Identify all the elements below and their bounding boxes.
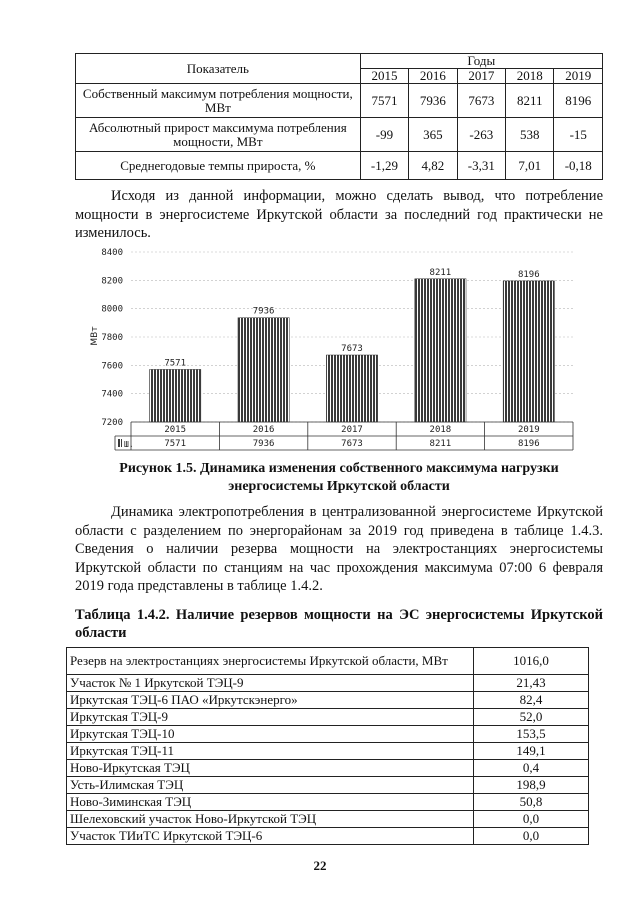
year-cell: 2015 — [360, 69, 408, 84]
total-reserve-label: Резерв на электростанциях энергосистемы Иркутской области, МВт — [67, 648, 474, 675]
row-label: Абсолютный прирост максимума потребления мощности, МВт — [76, 118, 361, 152]
row-label: Собственный максимум потребления мощности, МВт — [76, 84, 361, 118]
row-value: 7936 — [409, 84, 457, 118]
station-name: Иркутская ТЭЦ-10 — [67, 726, 474, 743]
table-row — [67, 692, 589, 709]
table-row — [67, 777, 589, 794]
x-tick-label: 2019 — [517, 425, 540, 435]
station-name: Участок ТИиТС Иркутской ТЭЦ-6 — [67, 828, 474, 845]
row-value: -99 — [360, 118, 408, 152]
data-label: 7571 — [164, 358, 187, 369]
row-value: -0,18 — [554, 152, 603, 180]
table-row — [67, 828, 589, 845]
y-axis-label: МВт — [90, 326, 100, 346]
year-cell: 2018 — [506, 69, 554, 84]
row-value: 8196 — [554, 84, 603, 118]
indicators-table — [75, 53, 603, 180]
station-reserve: 0,4 — [474, 760, 589, 777]
indicator-header: Показатель — [76, 54, 361, 84]
y-tick-label: 8400 — [101, 248, 123, 258]
row-value: -15 — [554, 118, 603, 152]
legend-label: Ш. — [124, 440, 134, 449]
reserves-table — [66, 647, 589, 845]
table-row — [67, 811, 589, 828]
row-value: -1,29 — [360, 152, 408, 180]
year-cell: 2019 — [554, 69, 603, 84]
table-row — [76, 84, 603, 118]
conclusion-paragraph: Исходя из данной информации, можно сделать вывод, что потребление мощности в энергосистеме Иркутской области за последний год практически не изменилось. — [75, 188, 603, 242]
station-reserve: 21,43 — [474, 675, 589, 692]
station-reserve: 82,4 — [474, 692, 589, 709]
x-tick-label: 2015 — [164, 425, 187, 435]
x-tick-label: 2017 — [341, 425, 363, 435]
year-cell: 2017 — [457, 69, 505, 84]
chart-bar — [238, 318, 289, 422]
x-tick-label: 2016 — [252, 425, 275, 435]
years-header: Годы — [360, 54, 602, 69]
row-value: 8211 — [506, 84, 554, 118]
data-label: 8211 — [429, 267, 452, 278]
station-name: Усть-Илимская ТЭЦ — [67, 777, 474, 794]
table-row — [67, 794, 589, 811]
y-tick-label: 8200 — [101, 276, 123, 287]
y-tick-label: 7200 — [101, 418, 123, 428]
table2-title: Таблица 1.4.2. Наличие резервов мощности на ЭС энергосистемы Иркутской области — [75, 607, 603, 641]
data-label: 8196 — [517, 269, 540, 280]
table-row — [67, 709, 589, 726]
row-value: 4,82 — [409, 152, 457, 180]
table-value: 7936 — [252, 439, 275, 449]
data-label: 7936 — [252, 306, 275, 317]
table-value: 8196 — [517, 439, 540, 449]
y-tick-label: 7800 — [101, 333, 123, 343]
data-label: 7673 — [341, 343, 363, 354]
figure-caption: Рисунок 1.5. Динамика изменения собственного максимума нагрузки энергосистемы Иркутской области — [119, 461, 559, 494]
table-row — [67, 760, 589, 777]
row-label: Среднегодовые темпы прироста, % — [76, 152, 361, 180]
chart-bar — [503, 281, 554, 422]
y-tick-label: 7600 — [101, 361, 123, 372]
row-value: -263 — [457, 118, 505, 152]
total-reserve-value: 1016,0 — [474, 648, 589, 675]
chart-bar — [326, 355, 377, 422]
station-reserve: 198,9 — [474, 777, 589, 794]
station-reserve: 52,0 — [474, 709, 589, 726]
table-row — [76, 152, 603, 180]
station-reserve: 149,1 — [474, 743, 589, 760]
load-max-chart — [85, 240, 585, 456]
table-row — [76, 118, 603, 152]
station-name: Ново-Иркутская ТЭЦ — [67, 760, 474, 777]
table-header-row — [67, 648, 589, 675]
station-name: Иркутская ТЭЦ-6 ПАО «Иркутскэнерго» — [67, 692, 474, 709]
row-value: 7571 — [360, 84, 408, 118]
year-cell: 2016 — [409, 69, 457, 84]
station-name: Иркутская ТЭЦ-11 — [67, 743, 474, 760]
y-tick-label: 8000 — [101, 304, 123, 315]
station-reserve: 0,0 — [474, 828, 589, 845]
row-value: 365 — [409, 118, 457, 152]
row-value: 538 — [506, 118, 554, 152]
chart-bar — [415, 279, 466, 422]
station-name: Иркутская ТЭЦ-9 — [67, 709, 474, 726]
table-row — [67, 675, 589, 692]
y-tick-label: 7400 — [101, 389, 123, 400]
x-tick-label: 2018 — [429, 425, 452, 435]
page-number: 22 — [313, 858, 327, 873]
row-value: 7673 — [457, 84, 505, 118]
station-name: Ново-Зиминская ТЭЦ — [67, 794, 474, 811]
table-row — [67, 743, 589, 760]
station-reserve: 50,8 — [474, 794, 589, 811]
row-value: -3,31 — [457, 152, 505, 180]
station-reserve: 0,0 — [474, 811, 589, 828]
legend-swatch — [117, 439, 122, 447]
table-value: 7571 — [164, 439, 187, 449]
station-reserve: 153,5 — [474, 726, 589, 743]
table-value: 7673 — [341, 439, 363, 449]
row-value: 7,01 — [506, 152, 554, 180]
table-value: 8211 — [429, 439, 452, 449]
chart-bar — [150, 369, 201, 422]
station-name: Участок № 1 Иркутской ТЭЦ-9 — [67, 675, 474, 692]
station-name: Шелеховский участок Ново-Иркутской ТЭЦ — [67, 811, 474, 828]
table-row — [67, 726, 589, 743]
dynamics-paragraph: Динамика электропотребления в централизованной энергосистеме Иркутской области с разделением по энергорайонам за 2019 год приведена в таблице 1.4.3. Сведения о наличии резерва мощности на электростанциях энергосистемы Иркутской области по станциям на час прохождения максимума 07:00 6 февраля 2019 года представлены в таблице 1.4.2. — [75, 504, 603, 595]
